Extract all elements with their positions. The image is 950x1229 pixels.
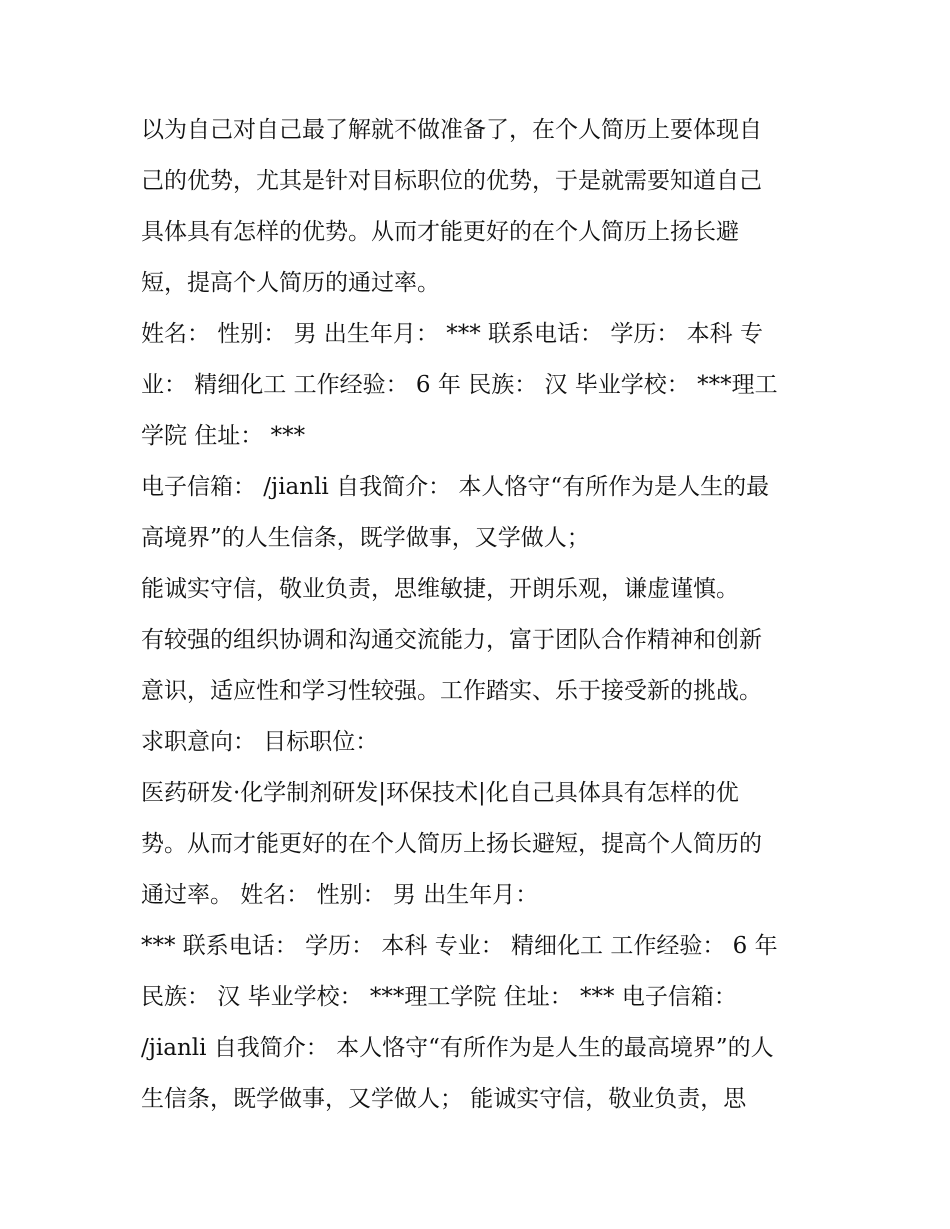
text-line: 意识，适应性和学习性较强。工作踏实、乐于接受新的挑战。: [141, 678, 762, 704]
text-line: 具体具有怎样的优势。从而才能更好的在个人简历上扬长避: [141, 219, 739, 245]
text-line: 求职意向： 目标职位：: [141, 729, 379, 755]
text-line: *** 联系电话： 学历： 本科 专业： 精细化工 工作经验： 6 年: [141, 933, 778, 959]
text-line: 短，提高个人简历的通过率。: [141, 270, 440, 296]
text-line: 能诚实守信，敬业负责，思维敏捷，开朗乐观，谦虚谨慎。: [141, 576, 739, 602]
text-line: 姓名： 性别： 男 出生年月： *** 联系电话： 学历： 本科 专: [141, 321, 763, 347]
text-line: 势。从而才能更好的在个人简历上扬长避短，提高个人简历的: [141, 831, 762, 857]
text-line: 生信条，既学做事，又学做人； 能诚实守信，敬业负责，思: [141, 1086, 747, 1112]
text-line: 民族： 汉 毕业学校： ***理工学院 住址： *** 电子信箱：: [141, 984, 737, 1010]
text-line: 通过率。 姓名： 性别： 男 出生年月：: [141, 882, 539, 908]
text-line: 有较强的组织协调和沟通交流能力，富于团队合作精神和创新: [141, 627, 762, 653]
text-line: 业： 精细化工 工作经验： 6 年 民族： 汉 毕业学校： ***理工: [141, 372, 778, 398]
text-line: 电子信箱： /jianli 自我简介： 本人恪守“有所作为是人生的最: [141, 474, 770, 500]
text-line: /jianli 自我简介： 本人恪守“有所作为是人生的最高境界”的人: [141, 1035, 774, 1061]
text-line: 高境界”的人生信条，既学做事，又学做人；: [141, 525, 590, 551]
text-line: 己的优势，尤其是针对目标职位的优势，于是就需要知道自己: [141, 168, 762, 194]
document-body: [141, 105, 821, 1125]
text-line: 学院 住址： ***: [141, 423, 306, 449]
text-line: 医药研发·化学制剂研发|环保技术|化自己具体具有怎样的优: [141, 780, 739, 806]
text-line: 以为自己对自己最了解就不做准备了，在个人简历上要体现自: [141, 117, 762, 143]
